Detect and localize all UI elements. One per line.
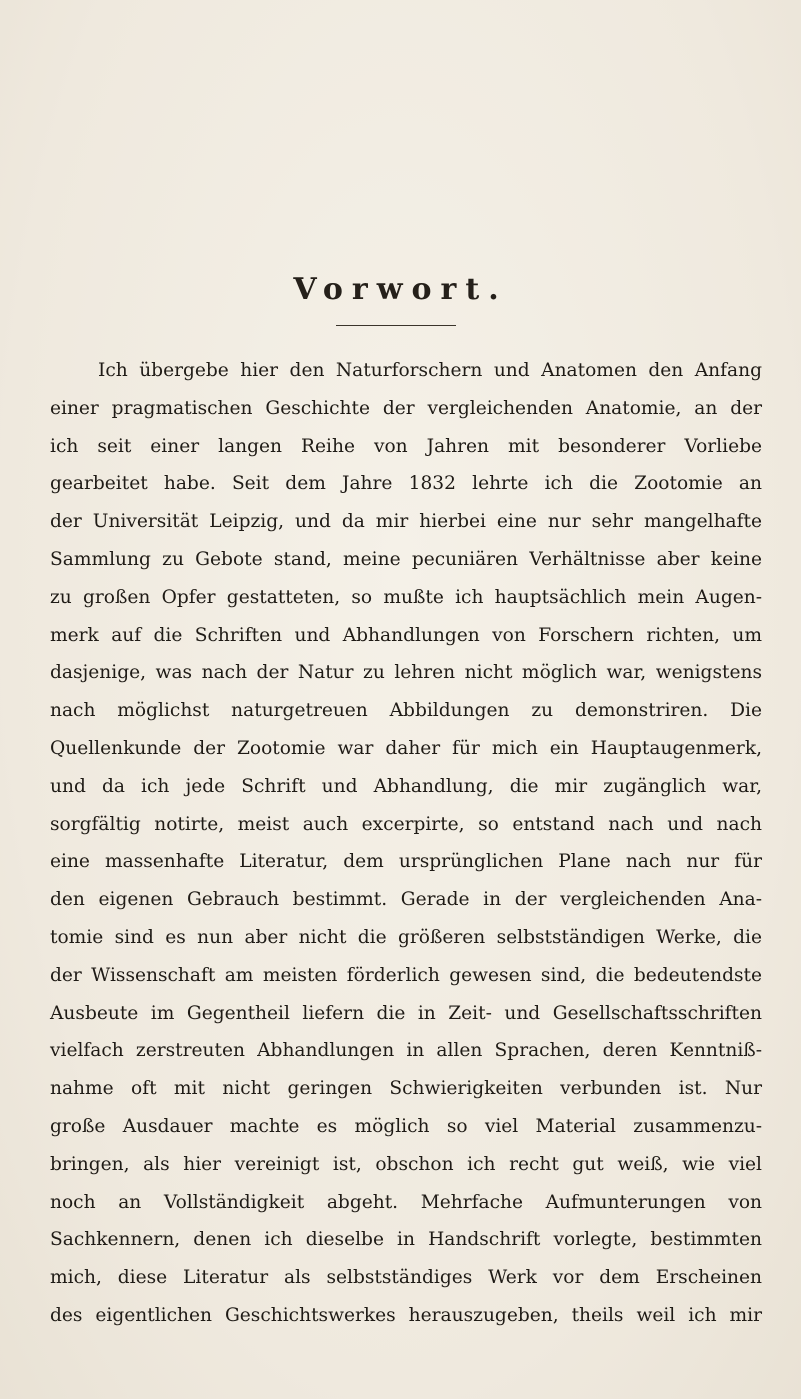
text-line: Quellenkunde der Zootomie war daher für mich ein Hauptaugenmerk, [50, 737, 762, 759]
text-line: eine massenhafte Literatur, dem ursprünglichen Plane nach nur für [50, 851, 762, 873]
text-line: Ausbeute im Gegentheil liefern die in Zeit- und Gesellschaftsschriften [50, 1002, 762, 1024]
text-line: und da ich jede Schrift und Abhandlung, die mir zugänglich war, [50, 775, 762, 797]
text-line: tomie sind es nun aber nicht die größeren selbstständigen Werke, die [50, 926, 762, 948]
text-line: den eigenen Gebrauch bestimmt. Gerade in der vergleichenden Ana- [50, 889, 762, 911]
page-heading: Vorwort. [293, 272, 508, 307]
text-line: vielfach zerstreuten Abhandlungen in allen Sprachen, deren Kenntniß- [50, 1040, 762, 1062]
text-line: gearbeitet habe. Seit dem Jahre 1832 lehrte ich die Zootomie an [50, 473, 762, 495]
body-paragraph [50, 352, 762, 1335]
text-line: Sachkennern, denen ich dieselbe in Handschrift vorlegte, bestimmten [50, 1229, 762, 1251]
text-line: dasjenige, was nach der Natur zu lehren nicht möglich war, wenigstens [50, 662, 762, 684]
text-line: des eigentlichen Geschichtswerkes herauszugeben, theils weil ich mir [50, 1304, 762, 1326]
text-line: noch an Vollständigkeit abgeht. Mehrfache Aufmunterungen von [50, 1191, 762, 1213]
heading-divider [336, 325, 456, 326]
text-line: große Ausdauer machte es möglich so viel Material zusammenzu- [50, 1115, 762, 1137]
text-line: der Wissenschaft am meisten förderlich gewesen sind, die bedeutendste [50, 964, 762, 986]
text-line: bringen, als hier vereinigt ist, obschon ich recht gut weiß, wie viel [50, 1153, 762, 1175]
text-line: mich, diese Literatur als selbstständiges Werk vor dem Erscheinen [50, 1267, 762, 1289]
text-line: einer pragmatischen Geschichte der vergleichenden Anatomie, an der [50, 397, 762, 419]
text-line: Ich übergebe hier den Naturforschern und Anatomen den Anfang [98, 360, 762, 381]
text-line: nach möglichst naturgetreuen Abbildungen zu demonstriren. Die [50, 700, 762, 722]
text-line: der Universität Leipzig, und da mir hierbei eine nur sehr mangelhafte [50, 511, 762, 533]
text-line: zu großen Opfer gestatteten, so mußte ich hauptsächlich mein Augen- [50, 586, 762, 608]
text-line: ich seit einer langen Reihe von Jahren mit besonderer Vorliebe [50, 435, 762, 457]
text-line: sorgfältig notirte, meist auch excerpirte, so entstand nach und nach [50, 813, 762, 835]
text-line: nahme oft mit nicht geringen Schwierigkeiten verbunden ist. Nur [50, 1078, 762, 1100]
text-line: Sammlung zu Gebote stand, meine pecuniären Verhältnisse aber keine [50, 548, 762, 570]
text-line: merk auf die Schriften und Abhandlungen von Forschern richten, um [50, 624, 762, 646]
